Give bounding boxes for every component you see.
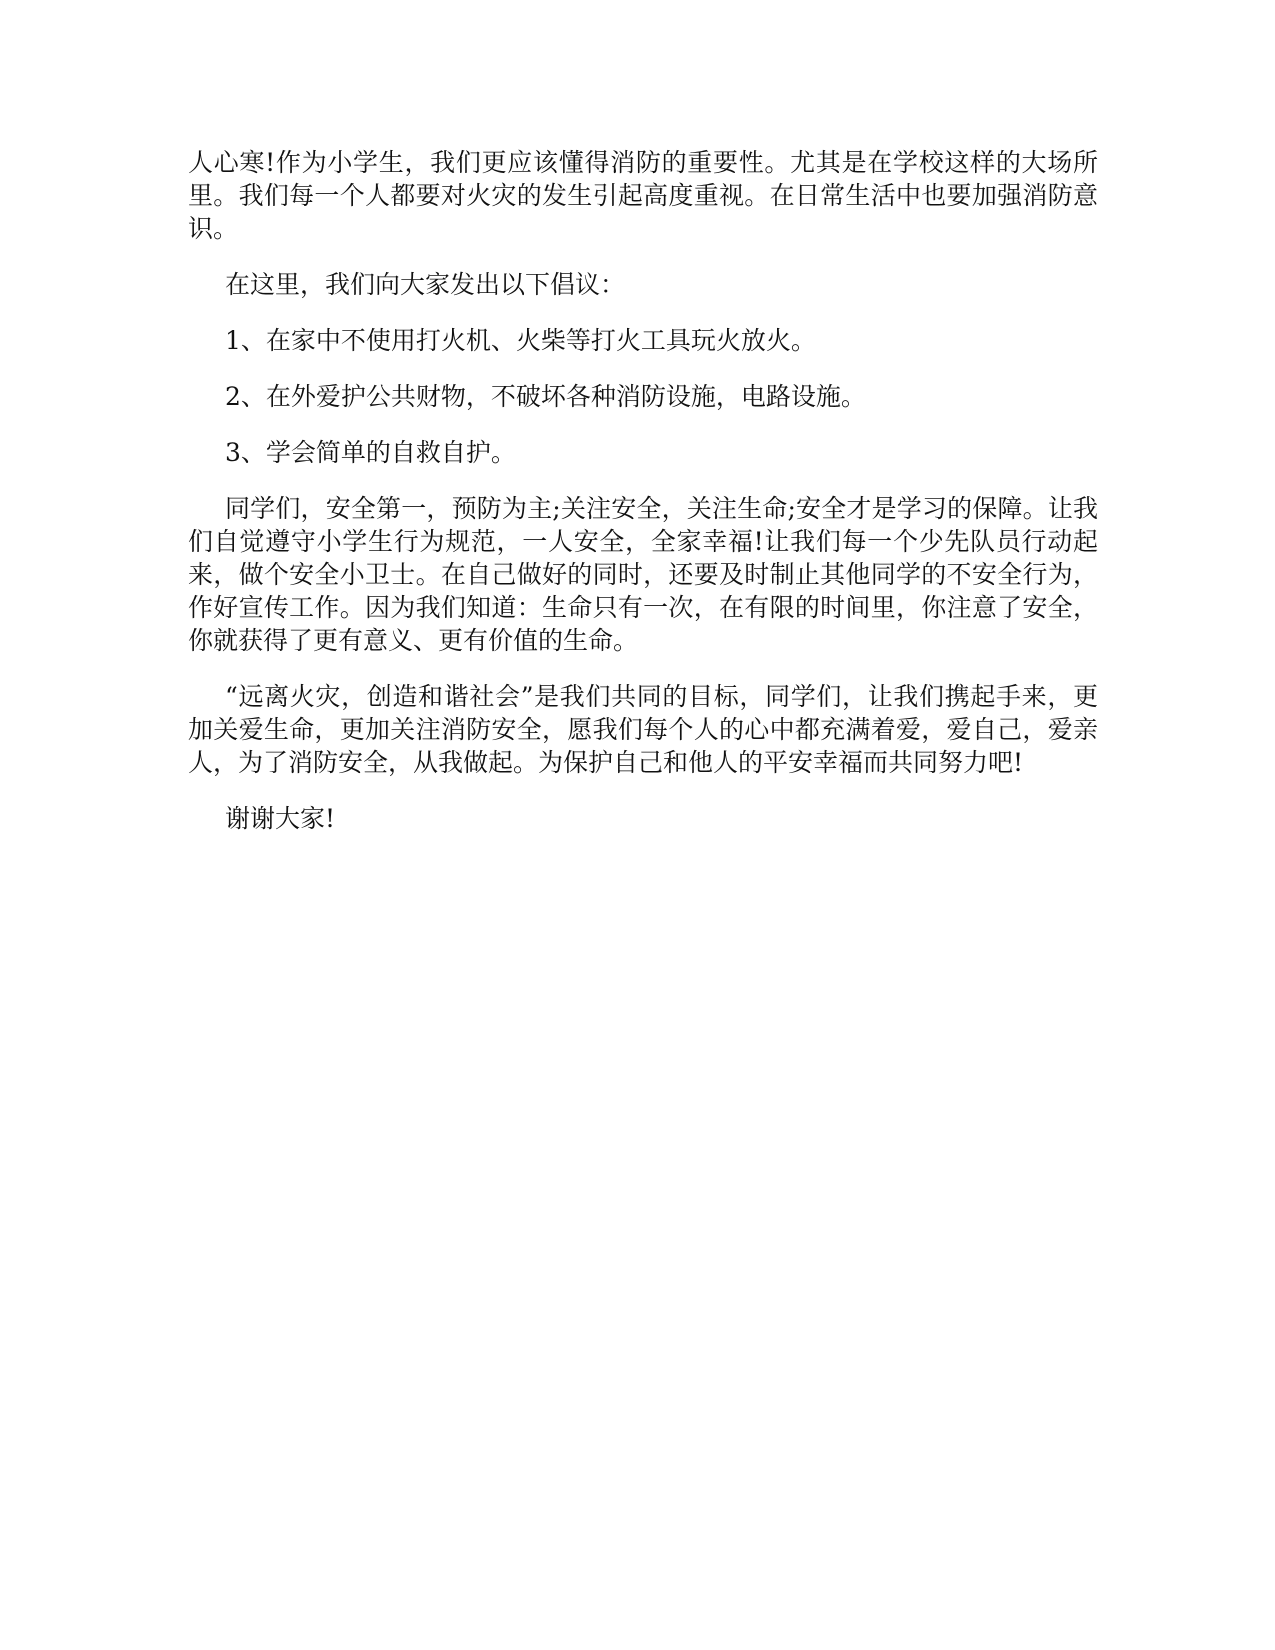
proposal-item-2: 2、在外爱护公共财物，不破坏各种消防设施，电路设施。 — [225, 382, 866, 411]
proposal-item-1: 1、在家中不使用打火机、火柴等打火工具玩火放火。 — [225, 326, 816, 355]
document-body — [188, 146, 1098, 858]
paragraph-intro: 人心寒!作为小学生，我们更应该懂得消防的重要性。尤其是在学校这样的大场所里。我们每一个人都要对火灾的发生引起高度重视。在日常生活中也要加强消防意识。 — [188, 148, 1098, 243]
paragraph-thanks: 谢谢大家! — [225, 804, 336, 833]
proposal-item-3: 3、学会简单的自救自护。 — [225, 438, 516, 467]
paragraph-safety-first: 同学们，安全第一，预防为主;关注安全，关注生命;安全才是学习的保障。让我们自觉遵守小学生行为规范，一人安全，全家幸福!让我们每一个少先队员行动起来，做个安全小卫士。在自己做好的同时，还要及时制止其他同学的不安全行为，作好宣传工作。因为我们知道：生命只有一次，在有限的时间里，你注意了安全，你就获得了更有意义、更有价值的生命。 — [188, 494, 1098, 655]
paragraph-common-goal: “远离火灾，创造和谐社会”是我们共同的目标，同学们，让我们携起手来，更加关爱生命，更加关注消防安全，愿我们每个人的心中都充满着爱，爱自己，爱亲人，为了消防安全，从我做起。为保护自己和他人的平安幸福而共同努力吧! — [188, 682, 1098, 777]
paragraph-proposal-intro: 在这里，我们向大家发出以下倡议： — [225, 270, 626, 299]
